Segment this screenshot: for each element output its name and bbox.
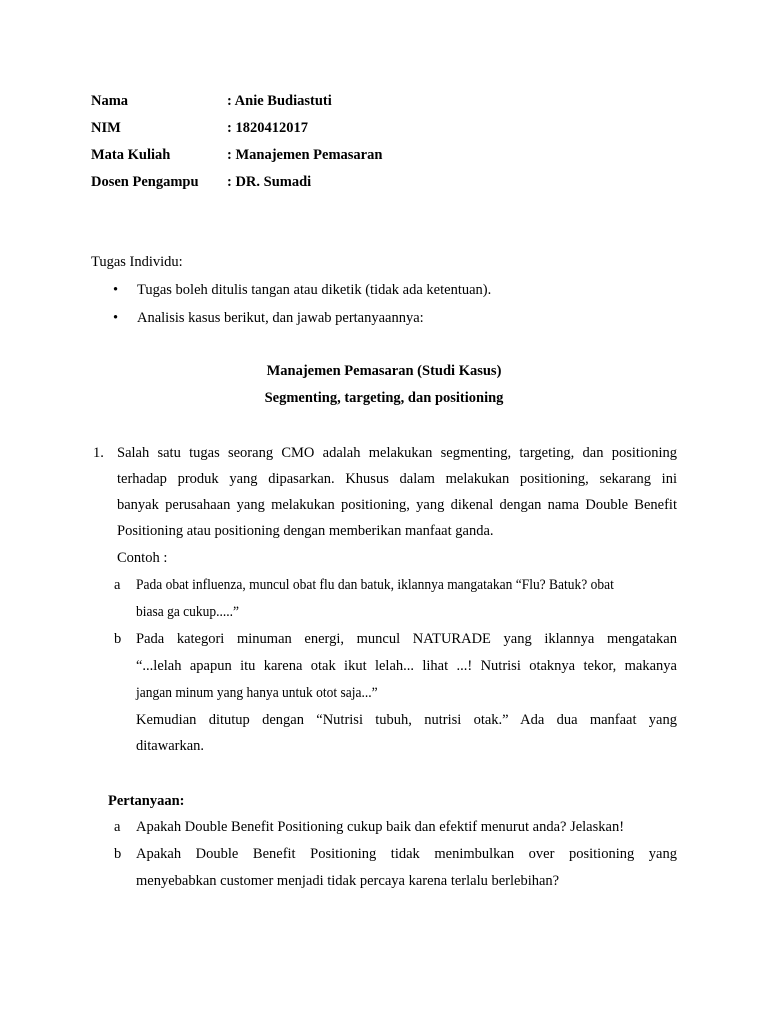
example-label: Contoh : <box>117 550 168 566</box>
item1-line-3: banyak perusahaan yang melakukan positioning, yang dikenal dengan nama Double Benefit <box>117 497 677 513</box>
item1-line-1: Salah satu tugas seorang CMO adalah melakukan segmenting, targeting, dan positioning <box>117 445 677 461</box>
label-nama: Nama <box>91 93 129 109</box>
example-b-line-3: jangan minum yang hanya untuk otot saja...” <box>136 685 378 701</box>
example-b-line-5: ditawarkan. <box>136 738 205 754</box>
bullet-icon: • <box>113 310 119 326</box>
example-b-line-2: “...lelah apapun itu karena otak ikut lelah... lihat ...! Nutrisi otaknya tekor, makanya <box>136 658 677 674</box>
item1-line-4: Positioning atau positioning dengan memberikan manfaat ganda. <box>117 523 494 539</box>
example-a-line-2: biasa ga cukup.....” <box>136 604 239 620</box>
value-nama: : Anie Budiastuti <box>227 93 332 109</box>
example-b-line-1: Pada kategori minuman energi, muncul NATURADE yang iklannya mengatakan <box>136 631 677 647</box>
example-marker-b: b <box>114 631 122 647</box>
case-subtitle: Segmenting, targeting, dan positioning <box>264 390 504 406</box>
question-b-line-1: Apakah Double Benefit Positioning tidak menimbulkan over positioning yang <box>136 846 677 862</box>
question-marker-a: a <box>114 819 121 835</box>
value-dosen: : DR. Sumadi <box>227 174 312 190</box>
task-bullet-1: Tugas boleh ditulis tangan atau diketik (tidak ada ketentuan). <box>137 282 492 298</box>
question-a-line-1: Apakah Double Benefit Positioning cukup baik dan efektif menurut anda? Jelaskan! <box>136 819 625 835</box>
case-title: Manajemen Pemasaran (Studi Kasus) <box>266 363 502 379</box>
questions-title: Pertanyaan: <box>108 793 185 809</box>
task-bullet-2: Analisis kasus berikut, dan jawab pertanyaannya: <box>137 310 424 326</box>
value-nim: : 1820412017 <box>227 120 308 136</box>
item-number: 1. <box>93 445 104 461</box>
example-b-line-4: Kemudian ditutup dengan “Nutrisi tubuh, nutrisi otak.” Ada dua manfaat yang <box>136 712 677 728</box>
item1-line-2: terhadap produk yang dipasarkan. Khusus dalam melakukan positioning, sekarang ini <box>117 471 677 487</box>
bullet-icon: • <box>113 282 119 298</box>
label-dosen: Dosen Pengampu <box>91 174 199 190</box>
label-nim: NIM <box>91 120 121 136</box>
example-a-line-1: Pada obat influenza, muncul obat flu dan batuk, iklannya mangatakan “Flu? Batuk? obat <box>136 577 614 593</box>
label-mata-kuliah: Mata Kuliah <box>91 147 171 163</box>
task-title: Tugas Individu: <box>91 254 183 270</box>
question-b-line-2: menyebabkan customer menjadi tidak percaya karena terlalu berlebihan? <box>136 873 560 889</box>
question-marker-b: b <box>114 846 122 862</box>
example-marker-a: a <box>114 577 121 593</box>
value-mata-kuliah: : Manajemen Pemasaran <box>227 147 383 163</box>
